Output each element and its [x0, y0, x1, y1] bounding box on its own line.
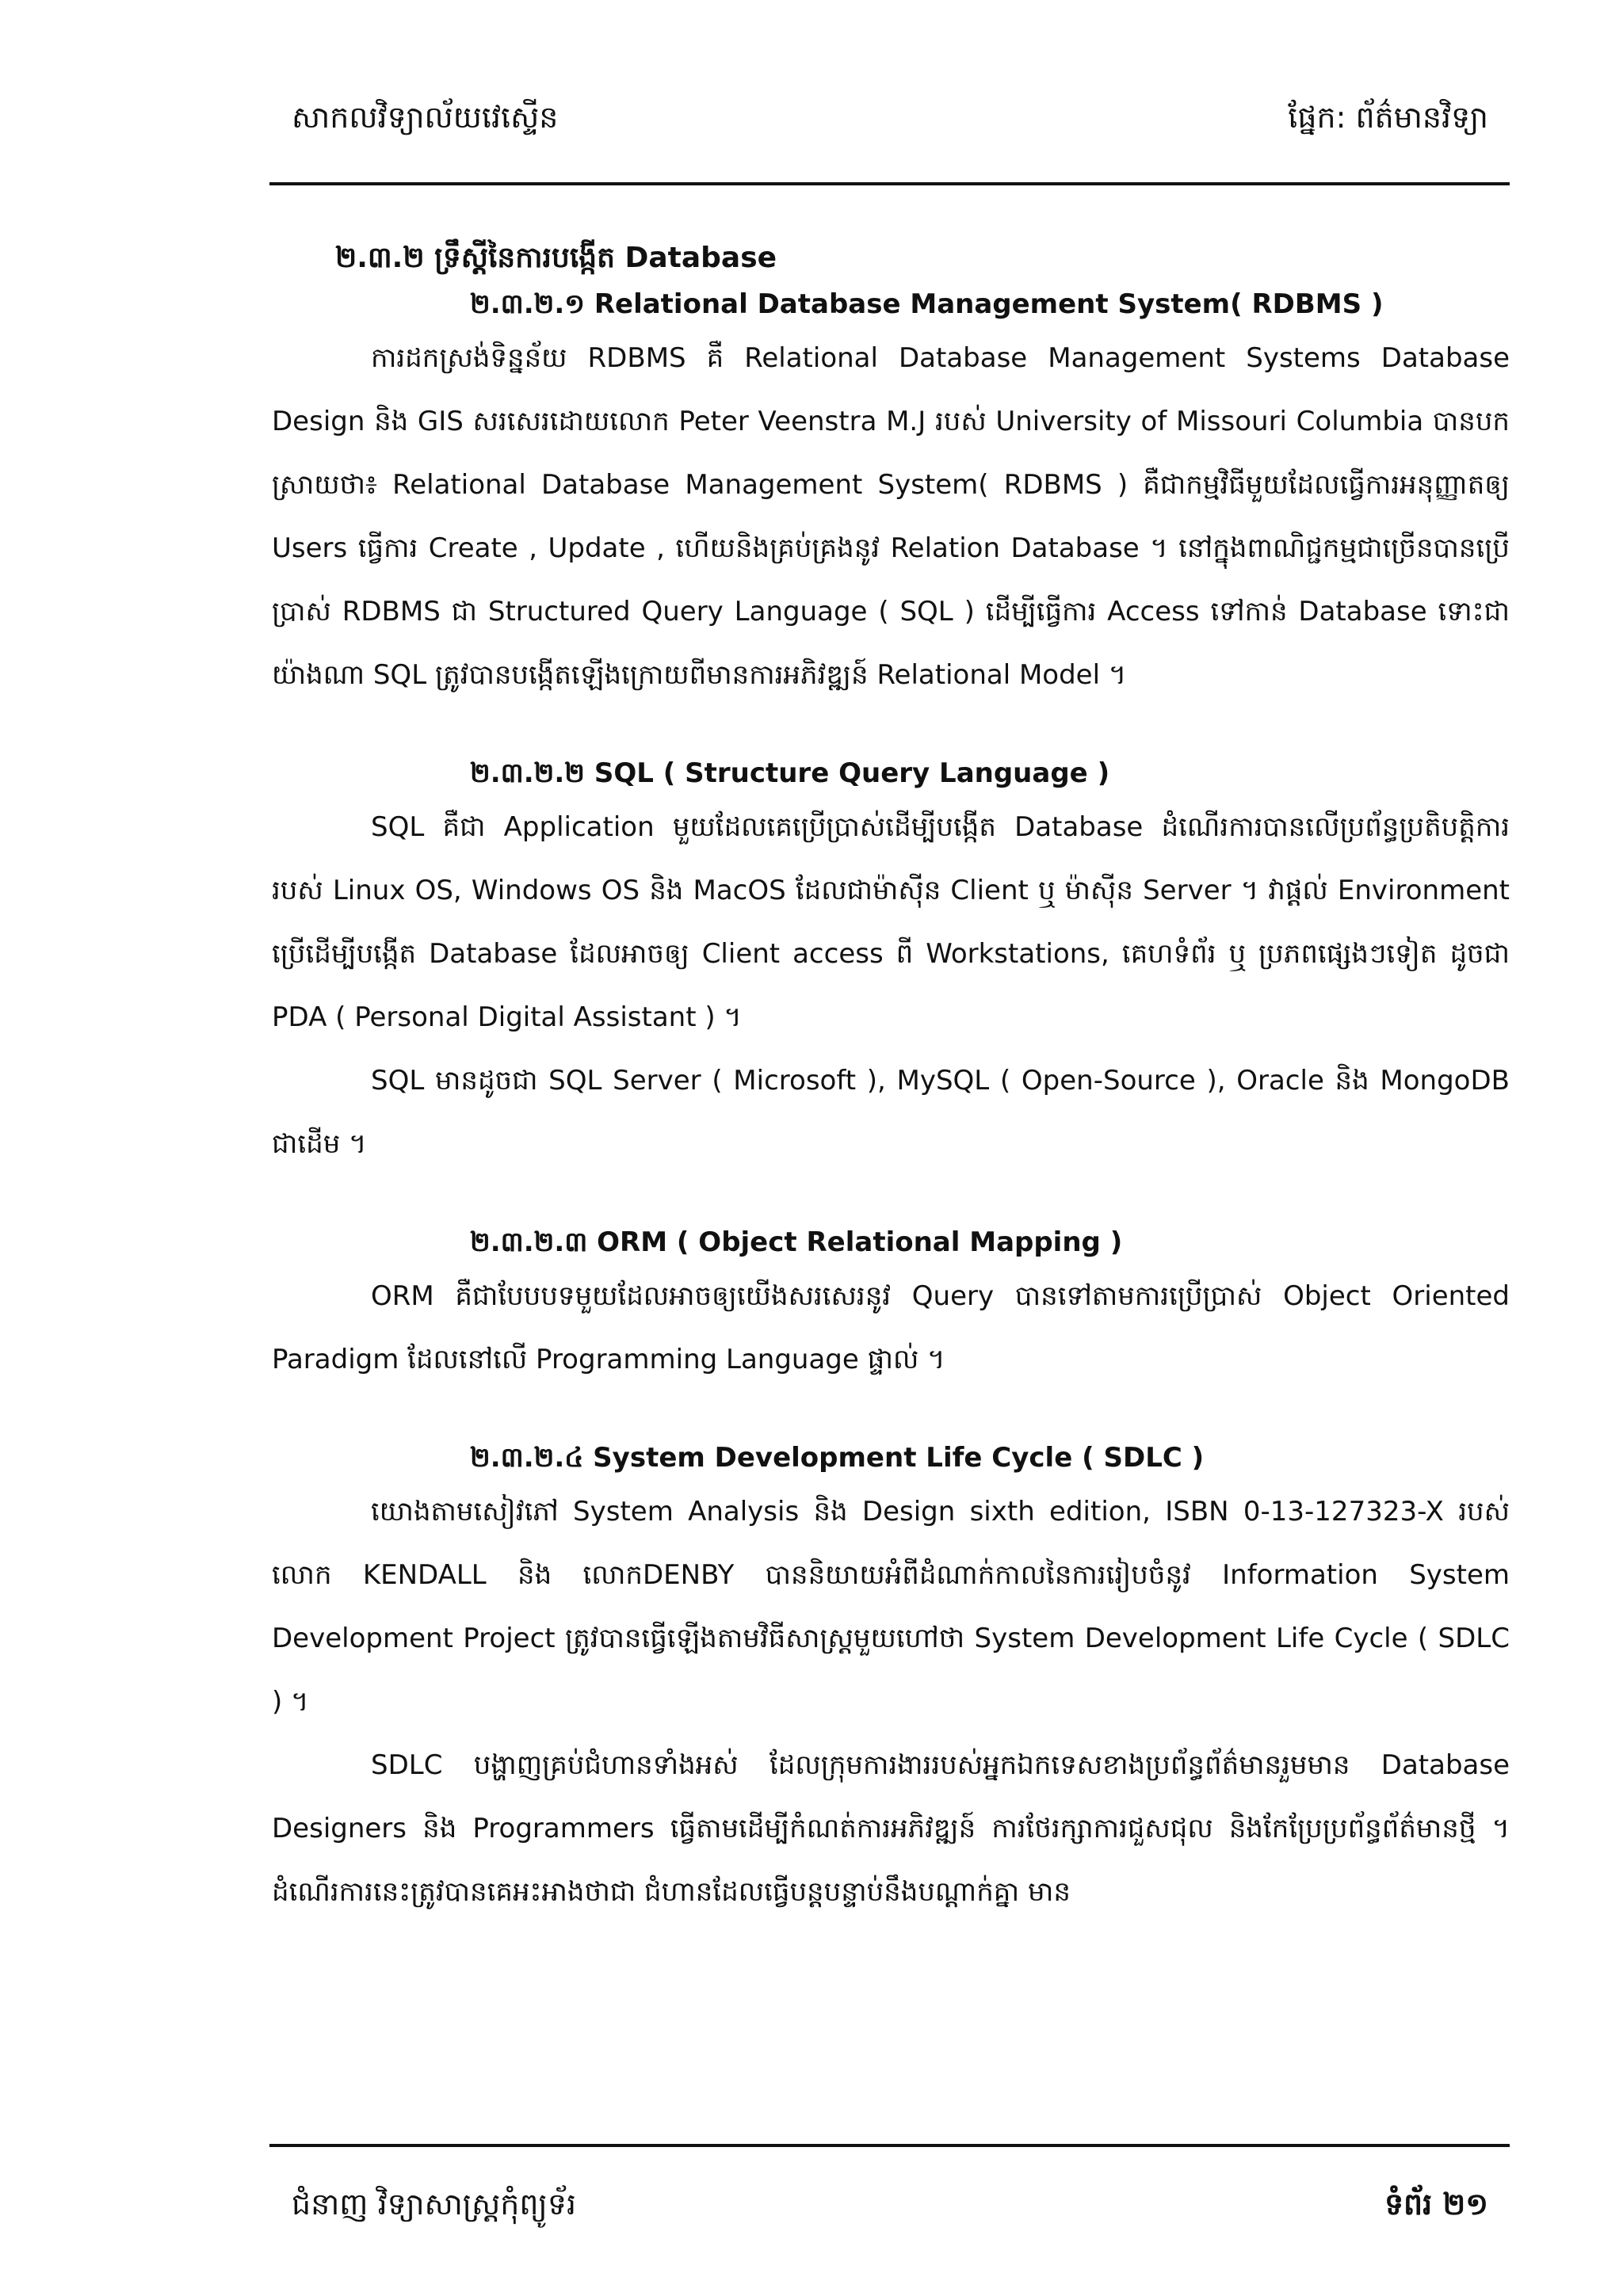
section-title: ២.៣.២ ទ្រឹស្តីនៃការបង្កើត Database	[335, 242, 777, 274]
spacer	[272, 1391, 1510, 1436]
paragraph-sdlc-source: យោងតាមសៀវភៅ System Analysis និង Design sixth edition, ISBN 0-13-127323-X របស់លោក KENDALL និង លោកDENBY បាននិយាយអំពីដំណាក់កាលនៃការរៀបចំនូវ Information System Development Project ត្រូវបានធ្វើឡើងតាមវិធីសាស្ត្រមួយហៅថា System Development Life Cycle ( SDLC ) ។	[272, 1496, 1510, 1718]
subsection-title-sql: ២.៣.២.២ SQL ( Structure Query Language )	[470, 757, 1110, 789]
paragraph-orm: ORM គឺជាបែបបទមួយដែលអាចឲ្យយើងសរសេរនូវ Query បានទៅតាមការប្រើប្រាស់ Object Oriented Paradigm ដែលនៅលើ Programming Language ផ្ទាល់ ។	[272, 1280, 1510, 1375]
subsection-title-rdbms: ២.៣.២.១ Relational Database Management System( RDBMS )	[470, 288, 1384, 320]
paragraph-sql-examples: SQL មានដូចជា SQL Server ( Microsoft ), MySQL ( Open-Source ), Oracle និង MongoDB ជាដើម ។	[272, 1065, 1510, 1160]
header-university-name: សាកលវិទ្យាល័យវេស្ទើន	[292, 100, 559, 135]
paragraph-rdbms: ការដកស្រង់ទិន្នន័យ RDBMS គឺ Relational Database Management Systems Database Design និង GIS សរសេរដោយលោក Peter Veenstra M.J របស់ University of Missouri Columbia បានបកស្រាយថា៖ Relational Database Management System( RDBMS ) គឺជាកម្មវិធីមួយដែលធ្វើការអនុញ្ញាតឲ្យ Users ធ្វើការ Create , Update , ហើយនិងគ្រប់គ្រងនូវ Relation Database ។ នៅក្នុងពាណិជ្ជកម្មជាច្រើនបានប្រើប្រាស់ RDBMS ជា Structured Query Language ( SQL ) ដើម្បីធ្វើការ Access ទៅកាន់ Database ទោះជាយ៉ាងណា SQL ត្រូវបានបង្កើតឡើងក្រោយពីមានការអភិវឌ្ឍន៍ Relational Model ។	[272, 342, 1510, 691]
header-department: ផ្នែក: ព័ត៌មានវិទ្យា	[1288, 100, 1488, 135]
spacer	[272, 1176, 1510, 1220]
spacer	[272, 707, 1510, 751]
header-divider	[269, 182, 1510, 185]
footer-page-number: ទំព័រ ២១	[1384, 2187, 1488, 2222]
footer-divider	[269, 2144, 1510, 2147]
footer-major: ជំនាញ វិទ្យាសាស្ត្រកុំព្យូទ័រ	[292, 2187, 577, 2222]
subsection-title-orm: ២.៣.២.៣ ORM ( Object Relational Mapping )	[470, 1226, 1123, 1258]
subsection-title-sdlc: ២.៣.២.៤ System Development Life Cycle ( SDLC )	[470, 1442, 1205, 1474]
paragraph-sdlc-description: SDLC បង្ហាញគ្រប់ជំហានទាំងអស់ ដែលក្រុមការងាររបស់អ្នកឯកទេសខាងប្រព័ន្ធព័ត៌មានរួមមាន Database Designers និង Programmers ធ្វើតាមដើម្បីកំណត់ការអភិវឌ្ឍន៍ ការថែរក្សាការជួសជុល និងកែប្រែប្រព័ន្ធព័ត៌មានថ្មី ។ ដំណើរការនេះត្រូវបានគេអះអាងថាជា ជំហានដែលធ្វើបន្តបន្ទាប់នឹងបណ្តាក់គ្នា មាន	[272, 1749, 1510, 1908]
paragraph-sql-intro: SQL គឺជា Application មួយដែលគេប្រើប្រាស់ដើម្បីបង្កើត Database ដំណើរការបានលើប្រព័ន្ធប្រតិបត្តិការរបស់ Linux OS, Windows OS និង MacOS ដែលជាម៉ាស៊ីន Client ឬ ម៉ាស៊ីន Server ។ វាផ្តល់ Environment ប្រើដើម្បីបង្កើត Database ដែលអាចឲ្យ Client access ពី Workstations, គេហទំព័រ ឬ ប្រភពផ្សេងៗទៀត ដូចជា PDA ( Personal Digital Assistant ) ។	[272, 811, 1510, 1033]
main-content	[272, 235, 1510, 1924]
